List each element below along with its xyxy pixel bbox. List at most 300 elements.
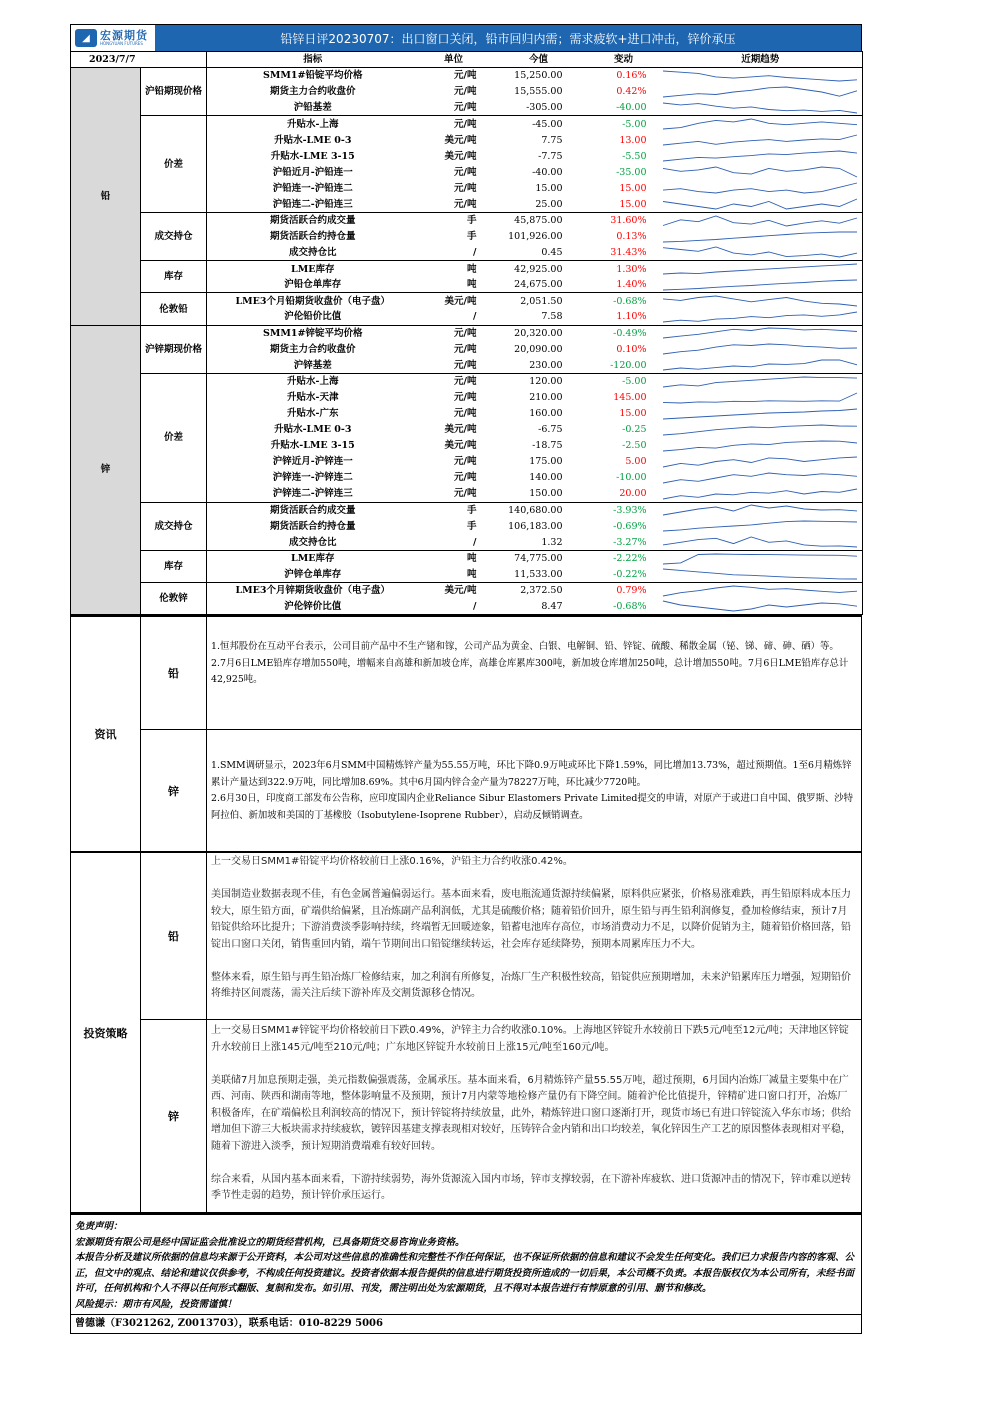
- today-value: 15.00: [535, 182, 563, 194]
- today-value: 140.00: [529, 472, 563, 484]
- logo-icon: ◢: [75, 29, 97, 47]
- unit-value: /: [419, 534, 489, 550]
- table-row: [71, 373, 863, 389]
- unit-value: 元/吨: [454, 166, 477, 178]
- change-value: 145.00: [613, 392, 647, 404]
- indicator-name: SMM1#锌锭平均价格: [207, 325, 419, 341]
- today-value: 101,926.00: [508, 231, 563, 243]
- change-value: 0.13%: [616, 231, 647, 243]
- group-label: 伦敦铅: [141, 293, 207, 325]
- logo-cn: 宏源期货: [100, 29, 148, 42]
- trend-line: [663, 537, 857, 547]
- trend-line: [663, 247, 857, 257]
- report-sheet: [70, 24, 862, 1334]
- trend-sparkline: [661, 599, 859, 613]
- trend-cell: [659, 100, 863, 116]
- change-value: -5.00: [622, 118, 647, 130]
- change-value: 1.40%: [589, 277, 659, 293]
- trend-sparkline: [661, 69, 859, 83]
- indicator-name: 期货主力合约收盘价: [270, 343, 356, 355]
- group-label: 库存: [141, 550, 207, 582]
- unit-value: 美元/吨: [444, 424, 477, 436]
- today-value: -45.00: [532, 118, 563, 130]
- trend-sparkline: [661, 278, 859, 292]
- unit-value: 元/吨: [454, 392, 477, 404]
- trend-sparkline: [661, 423, 859, 437]
- trend-cell: [659, 438, 863, 454]
- indicator-name: 升贴水-LME 0-3: [274, 424, 352, 436]
- indicator-name: 升贴水-广东: [287, 408, 339, 420]
- trend-line: [663, 87, 857, 97]
- unit-value: 元/吨: [454, 86, 477, 98]
- news-zinc-label: 锌: [141, 730, 207, 851]
- change-value: 15.00: [589, 196, 659, 212]
- news-zinc-para: 1.SMM调研显示，2023年6月SMM中国精炼锌产量为55.55万吨，环比下降0.9万吨或环比下降1.59%，同比增加13.73%，超过预期值。1至6月精炼锌累计产量达到322.9万吨，同比增加8.69%。其中6月国内锌合金产量为78227万吨，环比减少7720吨。: [211, 760, 852, 788]
- change-value: 31.43%: [589, 245, 659, 261]
- trend-cell: [659, 341, 863, 357]
- change-value: -3.93%: [613, 504, 647, 516]
- strategy-lead-text: [207, 853, 861, 1019]
- trend-cell: [659, 486, 863, 502]
- trend-sparkline: [661, 214, 859, 228]
- trend-line: [663, 71, 857, 81]
- trend-cell: [659, 132, 863, 148]
- news-label: 资讯: [71, 617, 141, 851]
- trend-line: [663, 296, 857, 306]
- trend-line: [663, 601, 857, 611]
- trend-sparkline: [661, 101, 859, 115]
- indicator-name: 升贴水-上海: [287, 118, 339, 130]
- trend-sparkline: [661, 133, 859, 147]
- change-value: 15.00: [619, 182, 647, 194]
- trend-cell: [659, 534, 863, 550]
- disclaimer-line: 宏源期货有限公司是经中国证监会批准设立的期货经营机构，已具备期货交易咨询业务资格。: [75, 1236, 465, 1248]
- indicator-name: LME3个月锌期货收盘价（电子盘）: [235, 585, 391, 597]
- trend-cell: [659, 389, 863, 405]
- trend-line: [663, 569, 857, 579]
- trend-sparkline: [661, 358, 859, 372]
- indicator-name: 期货活跃合约成交量: [270, 504, 356, 516]
- group-label: 库存: [141, 261, 207, 293]
- group-label: 沪锌期现价格: [141, 325, 207, 373]
- trend-line: [663, 409, 857, 419]
- trend-line: [663, 103, 857, 113]
- change-value: -10.00: [616, 472, 647, 484]
- today-value: 2,051.50: [520, 295, 563, 307]
- today-value: 45,875.00: [514, 215, 563, 227]
- trend-cell: [659, 325, 863, 341]
- group-label: 价差: [141, 373, 207, 502]
- risk-warning: 风险提示：期市有风险，投资需谨慎！: [75, 1298, 237, 1310]
- indicator-name: LME3个月铅期货收盘价（电子盘）: [235, 295, 391, 307]
- today-value: 8.47: [489, 599, 589, 615]
- trend-sparkline: [661, 584, 859, 598]
- today-value: 15,250.00: [514, 70, 563, 82]
- trend-sparkline: [661, 519, 859, 533]
- indicator-name: SMM1#铅锭平均价格: [263, 70, 363, 82]
- unit-value: 元/吨: [419, 486, 489, 502]
- change-value: 0.10%: [616, 343, 647, 355]
- change-value: -40.00: [589, 100, 659, 116]
- change-value: -0.49%: [589, 325, 659, 341]
- trend-line: [663, 521, 857, 531]
- analyst-contact: 曾德谦（F3021262, Z0013703），联系电话：010-8229 5006: [70, 1315, 862, 1334]
- trend-line: [663, 167, 857, 177]
- change-value: -2.22%: [613, 553, 647, 565]
- unit-value: 元/吨: [454, 118, 477, 130]
- trend-cell: [659, 518, 863, 534]
- today-value: 20,090.00: [514, 343, 563, 355]
- strategy-lead-label: 铅: [141, 853, 207, 1019]
- today-value: 42,925.00: [514, 263, 563, 275]
- today-value: 230.00: [489, 357, 589, 373]
- trend-cell: [659, 502, 863, 518]
- strategy-section: [70, 852, 862, 1213]
- trend-line: [663, 586, 857, 596]
- trend-cell: [659, 406, 863, 422]
- unit-value: 手: [467, 520, 477, 532]
- unit-value: 元/吨: [454, 182, 477, 194]
- trend-cell: [659, 550, 863, 566]
- unit-value: 美元/吨: [444, 440, 477, 452]
- unit-value: 元/吨: [419, 357, 489, 373]
- trend-sparkline: [661, 181, 859, 195]
- trend-line: [663, 457, 857, 467]
- change-value: -5.50: [622, 150, 647, 162]
- indicator-name: 升贴水-上海: [287, 376, 339, 388]
- today-value: 1.32: [489, 534, 589, 550]
- trend-sparkline: [661, 407, 859, 421]
- indicator-name: 沪锌连二-沪锌连三: [207, 486, 419, 502]
- unit-value: 元/吨: [454, 343, 477, 355]
- trend-line: [663, 151, 857, 161]
- unit-value: /: [419, 599, 489, 615]
- zinc-metal-label: 锌: [71, 325, 141, 615]
- indicator-name: 升贴水-LME 0-3: [274, 134, 352, 146]
- unit-value: 元/吨: [454, 456, 477, 468]
- table-row: [71, 68, 863, 84]
- indicator-name: 期货主力合约收盘价: [270, 86, 356, 98]
- trend-sparkline: [661, 552, 859, 566]
- today-value: 24,675.00: [489, 277, 589, 293]
- change-value: -3.27%: [589, 534, 659, 550]
- today-value: 140,680.00: [508, 504, 563, 516]
- table-row: [71, 583, 863, 599]
- trend-cell: [659, 148, 863, 164]
- change-value: -120.00: [589, 357, 659, 373]
- trend-line: [663, 280, 857, 290]
- today-value: 210.00: [529, 392, 563, 404]
- change-value: 5.00: [625, 456, 647, 468]
- trend-line: [663, 505, 857, 515]
- strategy-lead-para: 整体来看，原生铅与再生铅冶炼厂检修结束，加之利润有所修复，冶炼厂生产积极性较高，铅锭供应预期增加，未来沪铅累库压力增强，短期铅价将维持区间震荡，需关注后续下游补库及交割货源移仓情况。: [211, 971, 851, 1000]
- group-label: 成交持仓: [141, 502, 207, 550]
- unit-value: 元/吨: [419, 100, 489, 116]
- trend-sparkline: [661, 471, 859, 485]
- group-label: 成交持仓: [141, 212, 207, 260]
- today-value: 2,372.50: [520, 585, 563, 597]
- indicator-name: 沪铅基差: [207, 100, 419, 116]
- strategy-zinc-para: 上一交易日SMM1#锌锭平均价格较前日下跌0.49%，沪锌主力合约收涨0.10%。上海地区锌锭升水较前日下跌5元/吨至12元/吨；天津地区锌锭升水较前日上涨145元/吨至210元/吨；广东地区锌锭升水较前日上涨15元/吨至160元/吨。: [211, 1025, 849, 1053]
- col-change: 变动: [589, 52, 659, 68]
- col-unit: 单位: [419, 52, 489, 68]
- trend-cell: [659, 470, 863, 486]
- trend-sparkline: [661, 262, 859, 276]
- table-row: [71, 116, 863, 132]
- trend-sparkline: [661, 375, 859, 389]
- table-row: [71, 502, 863, 518]
- trend-sparkline: [661, 342, 859, 356]
- today-value: -40.00: [532, 166, 563, 178]
- trend-line: [663, 119, 857, 129]
- indicator-name: 期货活跃合约持仓量: [270, 231, 356, 243]
- trend-line: [663, 199, 857, 209]
- company-logo: [71, 25, 155, 51]
- change-value: -5.00: [622, 376, 647, 388]
- trend-sparkline: [661, 85, 859, 99]
- trend-sparkline: [661, 535, 859, 549]
- trend-sparkline: [661, 567, 859, 581]
- change-value: 1.30%: [616, 263, 647, 275]
- trend-cell: [659, 196, 863, 212]
- trend-line: [663, 328, 857, 338]
- today-value: 20,320.00: [489, 325, 589, 341]
- trend-line: [663, 425, 857, 435]
- trend-cell: [659, 293, 863, 309]
- disclaimer-title: 免责声明：: [75, 1221, 123, 1233]
- strategy-zinc-para: 美联储7月加息预期走强，美元指数偏强震荡，金属承压。基本面来看，6月精炼锌产量55.55万吨，超过预期，6月国内冶炼厂减量主要集中在广西、河南、陕西和湖南等地，整体影响量不及预期，预计7月内蒙等地检修产量仍有下降空间。随着沪伦比值提升，锌精矿进口窗口打开，冶炼厂积极备库，在矿端偏松且利润较高的情况下，预计锌锭将持续放量，此外，精炼锌进口窗口逐渐打开，现货市场已有进口锌锭流入华东市场；供给增加但下游三大板块需求持续疲软，镀锌因基建支撑表现相对较好，压铸锌合金内销和出口均较差，氧化锌因生产工艺的原因整体表现相对平稳，随着下游进入淡季，预计短期消费端难有较好回转。: [211, 1074, 851, 1152]
- indicator-name: 沪铅仓单库存: [207, 277, 419, 293]
- today-value: 25.00: [489, 196, 589, 212]
- report-date: 2023/7/7: [71, 52, 207, 68]
- trend-sparkline: [661, 149, 859, 163]
- trend-cell: [659, 116, 863, 132]
- trend-sparkline: [661, 439, 859, 453]
- trend-cell: [659, 422, 863, 438]
- change-value: 1.10%: [589, 309, 659, 325]
- today-value: 7.75: [541, 134, 563, 146]
- trend-cell: [659, 180, 863, 196]
- indicator-name: 沪伦锌价比值: [207, 599, 419, 615]
- trend-sparkline: [661, 197, 859, 211]
- unit-value: 吨: [419, 567, 489, 583]
- today-value: 175.00: [529, 456, 563, 468]
- unit-value: 美元/吨: [444, 150, 477, 162]
- col-today: 今值: [489, 52, 589, 68]
- news-lead-para: 2.7月6日LME铅库存增加550吨，增幅来自高雄和新加坡仓库，高雄仓库累库300吨，新加坡仓库增加250吨，总计增加550吨。7月6日LME铅库存总计42,925吨。: [211, 657, 849, 686]
- change-value: -2.50: [622, 440, 647, 452]
- col-trend: 近期趋势: [659, 52, 863, 68]
- unit-value: 手: [467, 504, 477, 516]
- unit-value: 元/吨: [419, 196, 489, 212]
- trend-line: [663, 344, 857, 354]
- lead-metal-label: 铅: [71, 68, 141, 326]
- indicator-name: 沪铅连二-沪铅连三: [207, 196, 419, 212]
- trend-cell: [659, 309, 863, 325]
- news-section: [70, 615, 862, 852]
- disclaimer: [70, 1213, 862, 1315]
- trend-cell: [659, 229, 863, 245]
- unit-value: 元/吨: [419, 325, 489, 341]
- unit-value: 吨: [467, 553, 477, 565]
- change-value: 31.60%: [610, 215, 647, 227]
- unit-value: 元/吨: [454, 70, 477, 82]
- change-value: 0.42%: [616, 86, 647, 98]
- strategy-zinc-text: [207, 1020, 861, 1212]
- indicator-name: 沪锌基差: [207, 357, 419, 373]
- trend-line: [663, 232, 857, 242]
- today-value: 150.00: [489, 486, 589, 502]
- today-value: -305.00: [489, 100, 589, 116]
- unit-value: 元/吨: [454, 472, 477, 484]
- indicator-name: 沪铅连一-沪铅连二: [272, 182, 353, 194]
- unit-value: /: [419, 309, 489, 325]
- indicator-name: 升贴水-LME 3-15: [270, 150, 355, 162]
- strategy-zinc-para: 综合来看，从国内基本面来看，下游持续弱势，海外货源流入国内市场，锌市支撑较弱，在下游补库疲软、进口货源冲击的情况下，锌市难以逆转季节性走弱的趋势，预计锌价承压运行。: [211, 1173, 851, 1202]
- unit-value: 美元/吨: [444, 295, 477, 307]
- trend-line: [663, 360, 857, 370]
- logo-en: HONGYUAN FUTURES: [100, 41, 143, 46]
- table-row: [71, 293, 863, 309]
- trend-sparkline: [661, 503, 859, 517]
- indicator-name: 期货活跃合约持仓量: [270, 520, 356, 532]
- trend-sparkline: [661, 391, 859, 405]
- trend-cell: [659, 277, 863, 293]
- report-title: 铅锌日评20230707：出口窗口关闭，铅市回归内需；需求疲软+进口冲击，锌价承压: [155, 25, 861, 51]
- news-lead-label: 铅: [141, 617, 207, 729]
- trend-cell: [659, 261, 863, 277]
- unit-value: 美元/吨: [444, 585, 477, 597]
- trend-sparkline: [661, 117, 859, 131]
- table-header-row: [71, 52, 863, 68]
- strategy-zinc-label: 锌: [141, 1020, 207, 1212]
- today-value: 11,533.00: [489, 567, 589, 583]
- today-value: 15,555.00: [514, 86, 563, 98]
- trend-line: [663, 135, 857, 145]
- report-header: [70, 24, 862, 51]
- indicator-name: 成交持仓比: [207, 245, 419, 261]
- col-indicator: 指标: [207, 52, 419, 68]
- table-row: [71, 261, 863, 277]
- table-row: [71, 550, 863, 566]
- change-value: 13.00: [619, 134, 647, 146]
- unit-value: 美元/吨: [444, 134, 477, 146]
- trend-sparkline: [661, 230, 859, 244]
- today-value: 120.00: [529, 376, 563, 388]
- unit-value: 手: [467, 231, 477, 243]
- trend-sparkline: [661, 326, 859, 340]
- change-value: -35.00: [616, 166, 647, 178]
- today-value: 74,775.00: [514, 553, 563, 565]
- trend-sparkline: [661, 310, 859, 324]
- news-lead-text: [207, 617, 861, 729]
- unit-value: 元/吨: [454, 376, 477, 388]
- today-value: 0.45: [489, 245, 589, 261]
- trend-cell: [659, 599, 863, 615]
- trend-cell: [659, 68, 863, 84]
- today-value: -18.75: [532, 440, 563, 452]
- indicator-name: 沪锌仓单库存: [207, 567, 419, 583]
- trend-cell: [659, 357, 863, 373]
- news-zinc-text: [207, 730, 861, 851]
- group-label: 价差: [141, 116, 207, 213]
- indicator-name: 期货活跃合约成交量: [270, 215, 356, 227]
- table-row: [71, 212, 863, 228]
- change-value: -0.68%: [613, 295, 647, 307]
- trend-cell: [659, 245, 863, 261]
- today-value: 106,183.00: [508, 520, 563, 532]
- indicator-name: 成交持仓比: [207, 534, 419, 550]
- indicator-name: 沪锌连一-沪锌连二: [272, 472, 353, 484]
- trend-sparkline: [661, 165, 859, 179]
- indicator-name: LME库存: [291, 263, 335, 275]
- trend-sparkline: [661, 245, 859, 259]
- trend-line: [663, 554, 857, 564]
- change-value: -0.68%: [589, 599, 659, 615]
- change-value: -0.22%: [589, 567, 659, 583]
- today-value: -6.75: [538, 424, 563, 436]
- group-label: 沪铅期现价格: [141, 68, 207, 116]
- strategy-lead-para: 美国制造业数据表现不佳，有色金属普遍偏弱运行。基本面来看，废电瓶流通货源持续偏紧，原料供应紧张，价格易涨难跌，再生铅原料成本压力较大，原生铅方面，矿端供给偏紧，且冶炼副产品利润低，尤其是硫酸价格；随着铅价回升，原生铅与再生铅利润修复，叠加检修结束，预计7月铅锭供给环比提升；下游消费淡季影响持续，终端暂无回暖迹象，铅蓄电池库存高位，市场消费动力不足，以降价促销为主，随着铅价格回落，铅锭出口窗口关闭，销售重回内销，端午节期间出口铅锭继续转运，社会库存延续降势，预期本周累库压力不大。: [211, 889, 851, 950]
- trend-line: [663, 473, 857, 483]
- group-label: 伦敦锌: [141, 583, 207, 615]
- today-value: 7.58: [489, 309, 589, 325]
- trend-line: [663, 216, 857, 226]
- table-row: [71, 325, 863, 341]
- indicator-name: 升贴水-天津: [287, 392, 339, 404]
- change-value: 20.00: [589, 486, 659, 502]
- trend-line: [663, 264, 857, 274]
- trend-sparkline: [661, 455, 859, 469]
- trend-sparkline: [661, 487, 859, 501]
- disclaimer-line: 本报告分析及建议所依据的信息均来源于公开资料，本公司对这些信息的准确性和完整性不作任何保证，也不保证所依据的信息和建议不会发生任何变化。我们已力求报告内容的客观、公正，但文中的观点、结论和建议仅供参考，不构成任何投资建议。投资者依据本报告提供的信息进行期货投资所造成的一切后果，本公司概不负责。本报告版权仅为本公司所有，未经书面许可，任何机构和个人不得以任何形式翻版、复制和发布。如引用、刊发，需注明出处为宏源期货，且不得对本报告进行有悖原意的引用、删节和修改。: [75, 1252, 855, 1295]
- trend-cell: [659, 454, 863, 470]
- trend-cell: [659, 164, 863, 180]
- change-value: -0.69%: [613, 520, 647, 532]
- indicator-name: 升贴水-LME 3-15: [270, 440, 355, 452]
- trend-cell: [659, 567, 863, 583]
- unit-value: 元/吨: [454, 408, 477, 420]
- news-zinc-para: 2.6月30日，印度商工部发布公告称，应印度国内企业Reliance Sibur Elastomers Private Limited提交的申请，对原产于或进口自中国、俄罗斯、沙特阿拉伯、新加坡和美国的丁基橡胶（Isobutylene-Isoprene Rubber），启动反倾销调查。: [211, 793, 854, 821]
- today-value: -7.75: [538, 150, 563, 162]
- unit-value: /: [419, 245, 489, 261]
- price-table: [70, 51, 863, 615]
- indicator-name: LME库存: [291, 553, 335, 565]
- trend-cell: [659, 212, 863, 228]
- change-value: 0.16%: [616, 70, 647, 82]
- trend-cell: [659, 373, 863, 389]
- change-value: -0.25: [622, 424, 647, 436]
- unit-value: 手: [467, 215, 477, 227]
- strategy-label: 投资策略: [71, 853, 141, 1212]
- unit-value: 吨: [467, 263, 477, 275]
- change-value: 0.79%: [616, 585, 647, 597]
- trend-line: [663, 489, 857, 499]
- change-value: 15.00: [619, 408, 647, 420]
- trend-line: [663, 441, 857, 451]
- today-value: 160.00: [529, 408, 563, 420]
- trend-line: [663, 393, 857, 403]
- trend-cell: [659, 583, 863, 599]
- strategy-lead-para: 上一交易日SMM1#铅锭平均价格较前日上涨0.16%，沪铅主力合约收涨0.42%。: [211, 856, 573, 868]
- trend-cell: [659, 84, 863, 100]
- indicator-name: 沪锌近月-沪锌连一: [272, 456, 353, 468]
- unit-value: 吨: [419, 277, 489, 293]
- trend-line: [663, 377, 857, 387]
- trend-sparkline: [661, 294, 859, 308]
- trend-line: [663, 183, 857, 193]
- trend-line: [663, 312, 857, 322]
